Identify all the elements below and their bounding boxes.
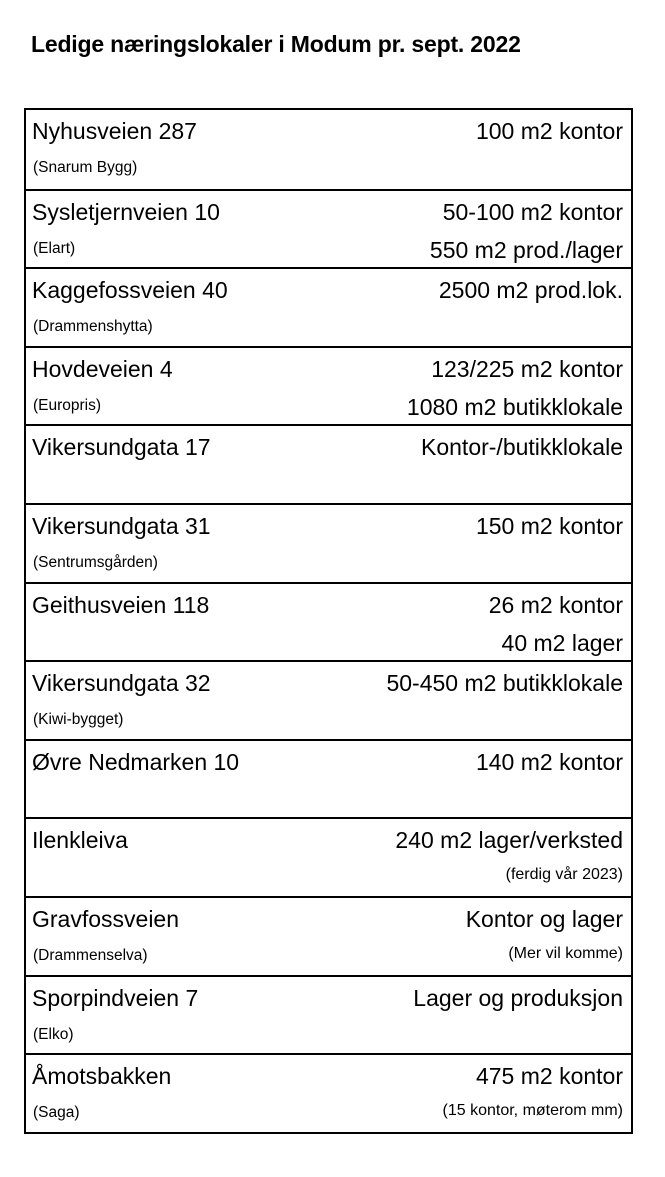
listing-note: (15 kontor, møterom mm) — [442, 1102, 623, 1120]
listing-address: Nyhusveien 287 — [32, 118, 197, 144]
listing-space-extra: 550 m2 prod./lager — [429, 236, 623, 263]
listing-row — [26, 582, 631, 661]
listing-address: Gravfossveien — [32, 905, 180, 932]
listing-space: Kontor og lager — [465, 905, 623, 932]
listing-address: Åmotsbakken — [32, 1063, 172, 1090]
listing-address: Geithusveien 118 — [32, 591, 210, 618]
listing-space: 26 m2 kontor — [488, 591, 623, 618]
listing-space: 150 m2 kontor — [475, 512, 623, 539]
listing-row — [26, 110, 631, 189]
listing-address: Øvre Nedmarken 10 — [32, 748, 240, 775]
listing-address: Vikersundgata 31 — [32, 512, 211, 539]
listing-row — [26, 817, 631, 896]
listing-row — [26, 267, 631, 346]
listing-address: Vikersundgata 32 — [32, 670, 211, 697]
listing-space: 50-100 m2 kontor — [442, 198, 623, 225]
listing-tenant: (Europris) — [33, 396, 102, 414]
listing-address: Sysletjernveien 10 — [32, 198, 220, 225]
listing-row — [26, 189, 631, 268]
listing-space: 50-450 m2 butikklokale — [386, 670, 623, 697]
listing-tenant: (Kiwi-bygget) — [33, 711, 124, 729]
listing-tenant: (Drammenselva) — [33, 946, 148, 964]
listing-space: 100 m2 kontor — [475, 118, 623, 144]
listing-address: Ilenkleiva — [32, 827, 128, 854]
page-title: Ledige næringslokaler i Modum pr. sept. 2022 — [31, 31, 521, 57]
listing-note: (ferdig vår 2023) — [505, 866, 623, 884]
listing-space: Kontor-/butikklokale — [421, 434, 623, 461]
listing-tenant: (Sentrumsgården) — [33, 553, 158, 571]
listing-address: Kaggefossveien 40 — [32, 277, 228, 304]
listing-address: Vikersundgata 17 — [32, 434, 211, 461]
listing-space-extra: 40 m2 lager — [501, 629, 623, 656]
listing-tenant: (Snarum Bygg) — [33, 159, 138, 176]
listing-row — [26, 896, 631, 975]
listing-row — [26, 739, 631, 818]
listing-address: Sporpindveien 7 — [32, 984, 199, 1011]
listing-note: (Mer vil komme) — [508, 944, 623, 962]
listing-tenant: (Elko) — [33, 1025, 74, 1043]
listing-row — [26, 503, 631, 582]
listing-space: 240 m2 lager/verksted — [395, 827, 623, 854]
listing-space: 140 m2 kontor — [475, 748, 623, 775]
listing-space: Lager og produksjon — [413, 984, 623, 1011]
listing-row — [26, 660, 631, 739]
listing-row — [26, 346, 631, 425]
listing-address: Hovdeveien 4 — [32, 355, 173, 382]
listing-row — [26, 975, 631, 1054]
listing-tenant: (Elart) — [33, 239, 76, 257]
listing-row — [26, 424, 631, 503]
listing-space: 475 m2 kontor — [475, 1063, 623, 1090]
listings-table — [24, 108, 633, 1134]
listing-space: 2500 m2 prod.lok. — [438, 277, 623, 304]
listing-tenant: (Saga) — [33, 1104, 80, 1122]
listing-row — [26, 1053, 631, 1132]
listing-space: 123/225 m2 kontor — [431, 355, 623, 382]
listing-tenant: (Drammenshytta) — [33, 318, 153, 336]
listing-space-extra: 1080 m2 butikklokale — [406, 393, 623, 420]
